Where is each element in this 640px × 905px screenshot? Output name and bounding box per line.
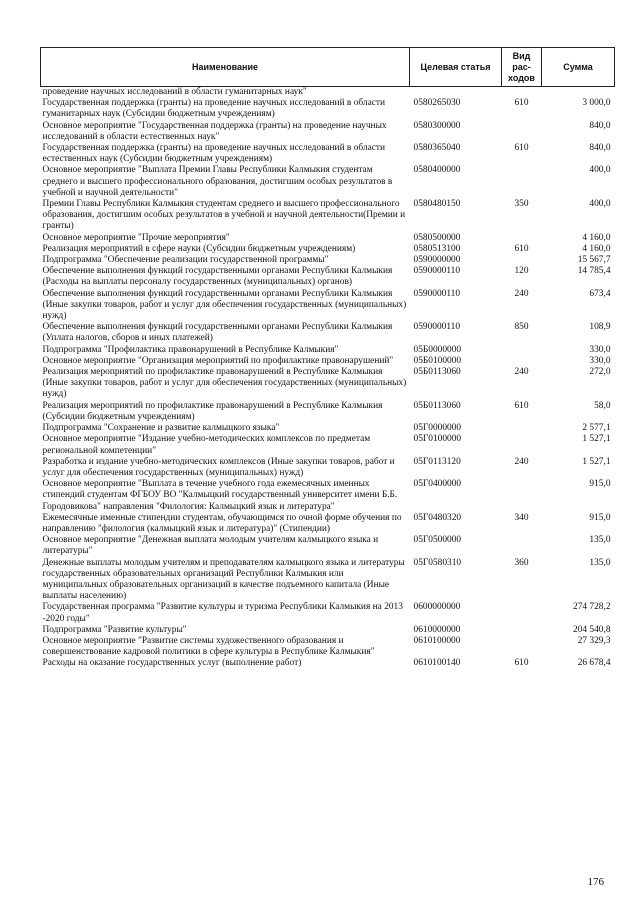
cell-sum: [542, 87, 615, 99]
cell-expense-type: 360: [514, 557, 529, 568]
table-row: [41, 244, 615, 255]
cell-name: Обеспечение выполнения функций государственными органами Республики Калмыкия (Расходы на выплаты персоналу государственных (муниципальных) органов): [42, 266, 393, 288]
table-row: [41, 367, 615, 401]
cell-target-article: 0610100140: [413, 658, 461, 669]
cell-target-article: 0590000110: [413, 288, 461, 299]
cell-name: Обеспечение выполнения функций государственными органами Республики Калмыкия (Иные закупки товаров, работ и услуг для обеспечения государственных (муниципальных) нужд): [42, 288, 407, 322]
table-row: [41, 658, 615, 669]
cell-sum: 3 000,0: [582, 98, 611, 109]
table-row: [41, 87, 615, 99]
table-row: [41, 165, 615, 199]
cell-target-article: 05Б0100000: [413, 355, 462, 366]
table-row: [41, 479, 615, 513]
cell-expense-type: [502, 356, 542, 367]
cell-name: Реализация мероприятий по профилактике правонарушений в Республике Калмыкия (Субсидии бюджетным учреждениям): [42, 400, 383, 422]
cell-target-article: 05Г0500000: [413, 535, 462, 546]
table-row: [41, 199, 615, 233]
cell-sum: 673,4: [589, 288, 611, 299]
header-sum: Сумма: [542, 48, 615, 87]
cell-expense-type: 610: [514, 243, 529, 254]
header-name: Наименование: [41, 48, 410, 87]
cell-sum: 108,9: [589, 322, 611, 333]
table-row: [41, 558, 615, 603]
cell-name: Подпрограмма "Сохранение и развитие калмыцкого языка": [42, 423, 280, 434]
cell-expense-type: [502, 535, 542, 557]
table-row: [41, 356, 615, 367]
cell-target-article: 0580365040: [413, 143, 461, 154]
table-row: [41, 636, 615, 658]
cell-name: Государственная поддержка (гранты) на проведение научных исследований в области гуманитарных наук (Субсидии бюджетным учреждениям): [42, 98, 386, 120]
cell-expense-type: [502, 165, 542, 199]
table-row: [41, 98, 615, 120]
cell-name: Реализация мероприятий в сфере науки (Субсидии бюджетным учреждениям): [42, 243, 356, 254]
cell-target-article: 05Б0113060: [413, 400, 461, 411]
cell-name: Основное мероприятие "Выплата в течение учебного года ежемесячных именных стипендий студентам ФГБОУ ВО "Калмыцкий государственный университет имени Б.Б. Городовикова" направления "Филология: Калмыцкий язык и литература": [42, 479, 398, 512]
table-row: [41, 322, 615, 344]
cell-target-article: 05Г0580310: [413, 557, 462, 568]
cell-sum: 4 160,0: [582, 232, 611, 243]
table-header-row: [41, 48, 615, 87]
cell-target-article: 05Г0000000: [413, 423, 462, 434]
cell-expense-type: 240: [514, 456, 529, 467]
cell-name: Государственная поддержка (гранты) на проведение научных исследований в области естественных наук (Субсидии бюджетным учреждениям): [42, 143, 386, 165]
table-row: [41, 255, 615, 266]
cell-name: Основное мероприятие "Выплата Премии Главы Республики Калмыкия студентам среднего и высшего профессионального образования, достигшим особых результатов в учебной и научной деятельности": [42, 165, 393, 198]
cell-expense-type: [502, 121, 542, 143]
cell-sum: 400,0: [589, 165, 611, 176]
table-row: [41, 602, 615, 624]
cell-target-article: 05Г0113120: [413, 456, 461, 467]
cell-expense-type: [502, 87, 542, 99]
cell-name: Подпрограмма "Развитие культуры": [42, 624, 187, 635]
cell-sum: 1 527,1: [582, 456, 611, 467]
cell-expense-type: 610: [514, 658, 529, 669]
cell-expense-type: [502, 345, 542, 356]
cell-name: Подпрограмма "Обеспечение реализации государственной программы": [42, 255, 329, 266]
table-row: [41, 423, 615, 434]
cell-target-article: 0580400000: [413, 165, 461, 176]
cell-target-article: 05Г0400000: [413, 479, 462, 490]
cell-sum: 840,0: [589, 143, 611, 154]
cell-expense-type: [502, 423, 542, 434]
table-row: [41, 434, 615, 456]
cell-expense-type: 610: [514, 143, 529, 154]
table-body: [41, 87, 615, 670]
cell-name: Реализация мероприятий по профилактике правонарушений в Республике Калмыкия (Иные закупки товаров, работ и услуг для обеспечения государственных (муниципальных) нужд): [42, 367, 407, 400]
cell-expense-type: 610: [514, 98, 529, 109]
cell-sum: 135,0: [589, 557, 611, 568]
cell-name: Основное мероприятие "Прочие мероприятия": [42, 232, 230, 243]
table-row: [41, 121, 615, 143]
cell-sum: 2 577,1: [582, 423, 611, 434]
cell-target-article: 0610100000: [413, 635, 461, 646]
cell-target-article: 05Б0000000: [413, 344, 462, 355]
table-row: [41, 401, 615, 423]
cell-name: Обеспечение выполнения функций государственными органами Республики Калмыкия (Уплата налогов, сборов и иных платежей): [42, 322, 393, 344]
cell-sum: 272,0: [589, 367, 611, 378]
cell-sum: 27 329,3: [577, 635, 611, 646]
cell-target-article: 0590000110: [413, 266, 461, 277]
cell-name: Основное мероприятие "Государственная поддержка (гранты) на проведение научных исследований в области естественных наук": [42, 120, 387, 142]
cell-name: Разработка и издание учебно-методических комплексов (Иные закупки товаров, работ и услуг для обеспечения государственных (муниципальных) нужд): [42, 456, 395, 478]
cell-expense-type: [502, 479, 542, 513]
cell-name: Основное мероприятие "Организация мероприятий по профилактике правонарушений": [42, 355, 394, 366]
cell-target-article: 0610000000: [413, 624, 461, 635]
page-number: 176: [587, 876, 604, 888]
cell-sum: 4 160,0: [582, 243, 611, 254]
cell-expense-type: 610: [514, 400, 529, 411]
table-row: [41, 625, 615, 636]
cell-target-article: 05Г0480320: [413, 512, 462, 523]
cell-expense-type: [502, 636, 542, 658]
cell-sum: 400,0: [589, 199, 611, 210]
cell-expense-type: 340: [514, 512, 529, 523]
cell-expense-type: [502, 625, 542, 636]
budget-table: [40, 47, 615, 670]
cell-target-article: 0600000000: [413, 602, 461, 613]
cell-expense-type: [502, 434, 542, 456]
cell-target-article: 0590000000: [413, 255, 461, 266]
cell-expense-type: 240: [514, 288, 529, 299]
cell-target-article: 0590000110: [413, 322, 461, 333]
table-row: [41, 345, 615, 356]
cell-sum: 330,0: [589, 344, 611, 355]
cell-sum: 840,0: [589, 120, 611, 131]
cell-target-article: 0580300000: [413, 120, 461, 131]
cell-sum: 915,0: [589, 479, 611, 490]
cell-expense-type: [502, 255, 542, 266]
cell-target-article: 0580513100: [413, 243, 461, 254]
cell-sum: 26 678,4: [577, 658, 611, 669]
table-row: [41, 513, 615, 535]
cell-sum: 915,0: [589, 512, 611, 523]
cell-expense-type: 850: [514, 322, 529, 333]
cell-name: Основное мероприятие "Денежная выплата молодым учителям калмыцкого языка и литературы": [42, 535, 379, 557]
cell-sum: 274 728,2: [573, 602, 611, 613]
cell-target-article: 05Г0100000: [413, 434, 462, 445]
cell-expense-type: [502, 233, 542, 244]
header-expense-type: Вид рас-ходов: [502, 48, 542, 87]
table-row: [41, 266, 615, 288]
cell-name: Основное мероприятие "Издание учебно-методических комплексов по предметам региональной компетенции": [42, 434, 371, 456]
cell-name: Подпрограмма "Профилактика правонарушений в Республике Калмыкия": [42, 344, 339, 355]
cell-name: проведение научных исследований в области гуманитарных наук": [42, 87, 307, 97]
cell-sum: 1 527,1: [582, 434, 611, 445]
cell-sum: 330,0: [589, 355, 611, 366]
cell-sum: 15 567,7: [577, 255, 611, 266]
cell-target-article: 0580265030: [413, 98, 461, 109]
cell-sum: 14 785,4: [577, 266, 611, 277]
budget-table-page: [40, 47, 614, 670]
table-row: [41, 535, 615, 557]
cell-target-article: [410, 87, 502, 99]
cell-sum: 135,0: [589, 535, 611, 546]
table-row: [41, 457, 615, 479]
cell-expense-type: [502, 602, 542, 624]
table-row: [41, 143, 615, 165]
cell-target-article: 05Б0113060: [413, 367, 461, 378]
cell-expense-type: 240: [514, 367, 529, 378]
cell-expense-type: 350: [514, 199, 529, 210]
cell-sum: 58,0: [594, 400, 611, 411]
cell-name: Ежемесячные именные стипендии студентам, обучающимся по очной форме обучения по направлению "филология (калмыцкий язык и литература)" (Стипендии): [42, 512, 402, 534]
cell-name: Государственная программа "Развитие культуры и туризма Республики Калмыкия на 2013 -2020 годы": [42, 602, 403, 624]
cell-sum: 204 540,8: [573, 624, 611, 635]
table-row: [41, 233, 615, 244]
cell-target-article: 0580500000: [413, 232, 461, 243]
header-target-article: Целевая статья: [410, 48, 502, 87]
cell-name: Премии Главы Республики Калмыкия студентам среднего и высшего профессионального образования, достигшим особых результатов в учебной и научной деятельности(Премии и гранты): [42, 199, 406, 232]
cell-name: Денежные выплаты молодым учителям и преподавателям калмыцкого языка и литературы государственных образовательных организаций Республики Калмыкия или муниципальных образовательных организаций в качестве подъемного капитала (Иные выплаты населению): [42, 557, 405, 602]
cell-name: Основное мероприятие "Развитие системы художественного образования и совершенствование кадровой политики в сфере культуры в Республике Калмыкия": [42, 635, 375, 658]
cell-target-article: 0580480150: [413, 199, 461, 210]
table-row: [41, 289, 615, 323]
cell-expense-type: 120: [514, 266, 529, 277]
cell-name: Расходы на оказание государственных услуг (выполнение работ): [42, 658, 302, 669]
